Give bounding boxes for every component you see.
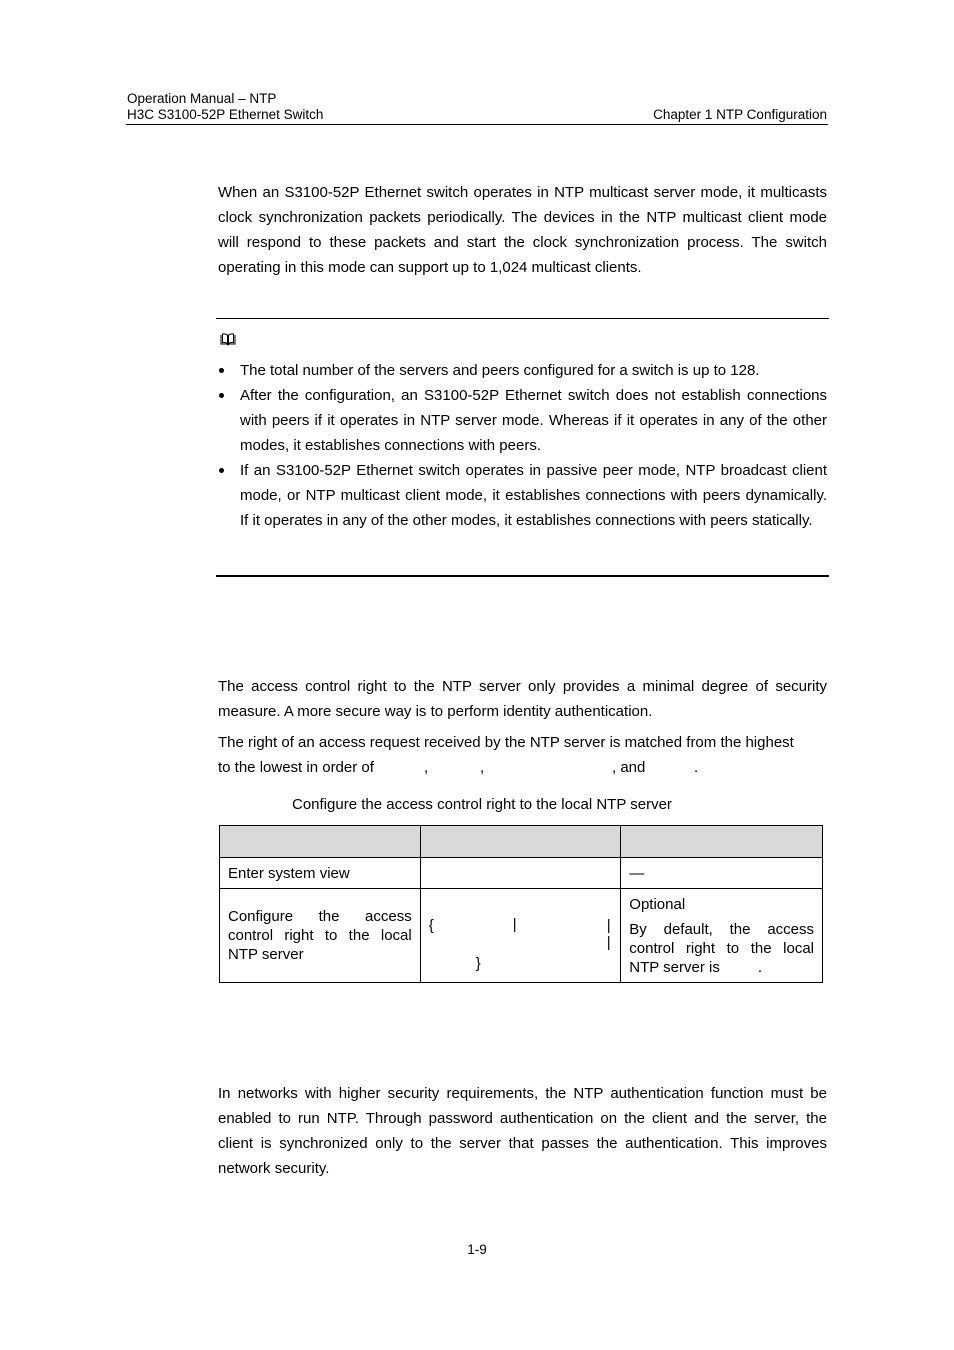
command-cell: [420, 858, 621, 889]
order-comma: ,: [424, 759, 429, 776]
note-item: [218, 458, 827, 533]
table-header-cell: [220, 826, 421, 858]
note-item-text: The total number of the servers and peers configured for a switch is up to 128.: [240, 362, 760, 379]
chapter-title: Chapter 1 NTP Configuration: [653, 107, 827, 122]
order-period: .: [694, 759, 699, 776]
access-paragraph-2-line1: The right of an access request received by the NTP server is matched from the highest: [218, 734, 794, 751]
operation-cell: Configure the access control right to the local NTP server: [220, 889, 421, 983]
order-comma: ,: [480, 759, 485, 776]
brace-open: {: [428, 917, 434, 934]
table-header-cell: [621, 826, 823, 858]
order-prefix: to the lowest in order of: [218, 759, 374, 776]
pipe-separator: |: [606, 934, 611, 951]
table-header-cell: [420, 826, 621, 858]
note-list: [218, 358, 827, 533]
pipe-separator: |: [512, 916, 517, 933]
intro-paragraph: When an S3100-52P Ethernet switch operates in NTP multicast server mode, it multicasts clock synchronization packets periodically. The devices in the NTP multicast client mode will respond to these packets and start the clock synchronization process. The switch operating in this mode can support up to 1,024 multicast clients.: [218, 184, 827, 276]
command-cell: [420, 889, 621, 983]
bullet-icon: [219, 468, 224, 473]
table-header-row: [220, 826, 823, 858]
remarks-optional: Optional: [629, 895, 686, 913]
bullet-icon: [219, 368, 224, 373]
table-row: [220, 858, 823, 889]
auth-paragraph: In networks with higher security requirements, the NTP authentication function must be enabled to run NTP. Through password authentication on the client and the server, the client is synchronized only to the server that passes the authentication. This improves network security.: [218, 1085, 827, 1177]
operation-cell: Enter system view: [220, 858, 421, 889]
brace-close: }: [475, 955, 481, 972]
header-rule: [126, 124, 828, 125]
note-item-text: If an S3100-52P Ethernet switch operates in passive peer mode, NTP broadcast client mode, or NTP multicast client mode, it establishes connections with peers dynamically. If it operates in any of the other modes, it establishes connections with peers statically.: [240, 462, 827, 529]
remarks-cell: —: [621, 858, 823, 889]
product-name: H3C S3100-52P Ethernet Switch: [127, 107, 324, 122]
remarks-cell: [621, 889, 823, 983]
note-item: [218, 383, 827, 458]
order-and: , and: [612, 759, 646, 776]
remarks-period: .: [757, 958, 763, 976]
note-top-rule: [216, 318, 829, 319]
pipe-separator: |: [606, 917, 611, 934]
remarks-default-text: By default, the access control right to the local NTP server is: [629, 920, 814, 976]
book-icon: [220, 333, 236, 346]
access-paragraph-2-line2: [0, 755, 954, 780]
table-caption: Configure the access control right to the local NTP server: [292, 796, 672, 813]
config-table: [219, 825, 823, 983]
page-number: 1-9: [467, 1242, 487, 1257]
access-paragraph-1: The access control right to the NTP server only provides a minimal degree of security measure. A more secure way is to perform identity authentication.: [218, 678, 827, 720]
remarks-default: [629, 920, 814, 977]
note-bottom-rule: [216, 575, 829, 577]
note-item: [218, 358, 827, 383]
table-row: [220, 889, 823, 983]
bullet-icon: [219, 393, 224, 398]
note-item-text: After the configuration, an S3100-52P Ethernet switch does not establish connections with peers if it operates in NTP server mode. Whereas if it operates in any of the other modes, it establishes connections with peers.: [240, 387, 827, 454]
manual-title: Operation Manual – NTP: [127, 91, 277, 106]
